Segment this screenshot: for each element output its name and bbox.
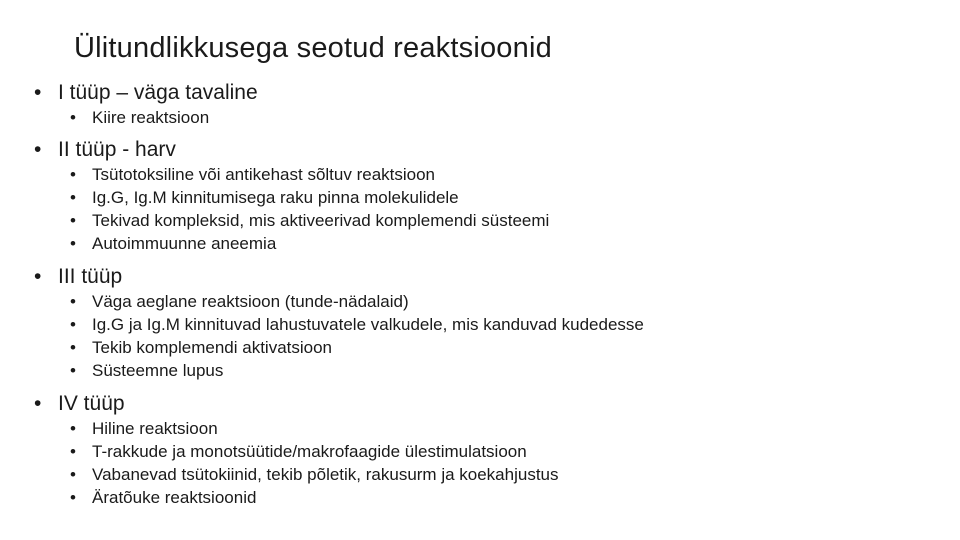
list-item: • Hiline reaktsioon	[70, 417, 934, 440]
section-type-1	[34, 80, 934, 129]
slide-content	[34, 80, 934, 518]
list-item: • T-rakkude ja monotsüütide/makrofaagide ülestimulatsioon	[70, 440, 934, 463]
list-item: • Tsütotoksiline või antikehast sõltuv reaktsioon	[70, 163, 934, 186]
list-item: • Äratõuke reaktsioonid	[70, 486, 934, 509]
section-heading: • I tüüp – väga tavaline	[34, 80, 934, 106]
section-type-3	[34, 264, 934, 382]
list-item: • Tekivad kompleksid, mis aktiveerivad komplemendi süsteemi	[70, 209, 934, 232]
bullet-list	[70, 417, 934, 509]
list-item: • Väga aeglane reaktsioon (tunde-nädalaid)	[70, 290, 934, 313]
section-heading: • IV tüüp	[34, 391, 934, 417]
section-heading: • III tüüp	[34, 264, 934, 290]
bullet-list	[70, 290, 934, 382]
list-item: • Ig.G, Ig.M kinnitumisega raku pinna molekulidele	[70, 186, 934, 209]
section-heading: • II tüüp - harv	[34, 137, 934, 163]
list-item: • Tekib komplemendi aktivatsioon	[70, 336, 934, 359]
slide-title: Ülitundlikkusega seotud reaktsioonid	[74, 32, 552, 64]
bullet-list	[70, 163, 934, 255]
list-item: • Ig.G ja Ig.M kinnituvad lahustuvatele valkudele, mis kanduvad kudedesse	[70, 313, 934, 336]
list-item: • Kiire reaktsioon	[70, 106, 934, 129]
list-item: • Süsteemne lupus	[70, 359, 934, 382]
section-type-4	[34, 391, 934, 509]
bullet-list	[70, 106, 934, 129]
section-type-2	[34, 137, 934, 255]
list-item: • Vabanevad tsütokiinid, tekib põletik, rakusurm ja koekahjustus	[70, 463, 934, 486]
list-item: • Autoimmuunne aneemia	[70, 232, 934, 255]
